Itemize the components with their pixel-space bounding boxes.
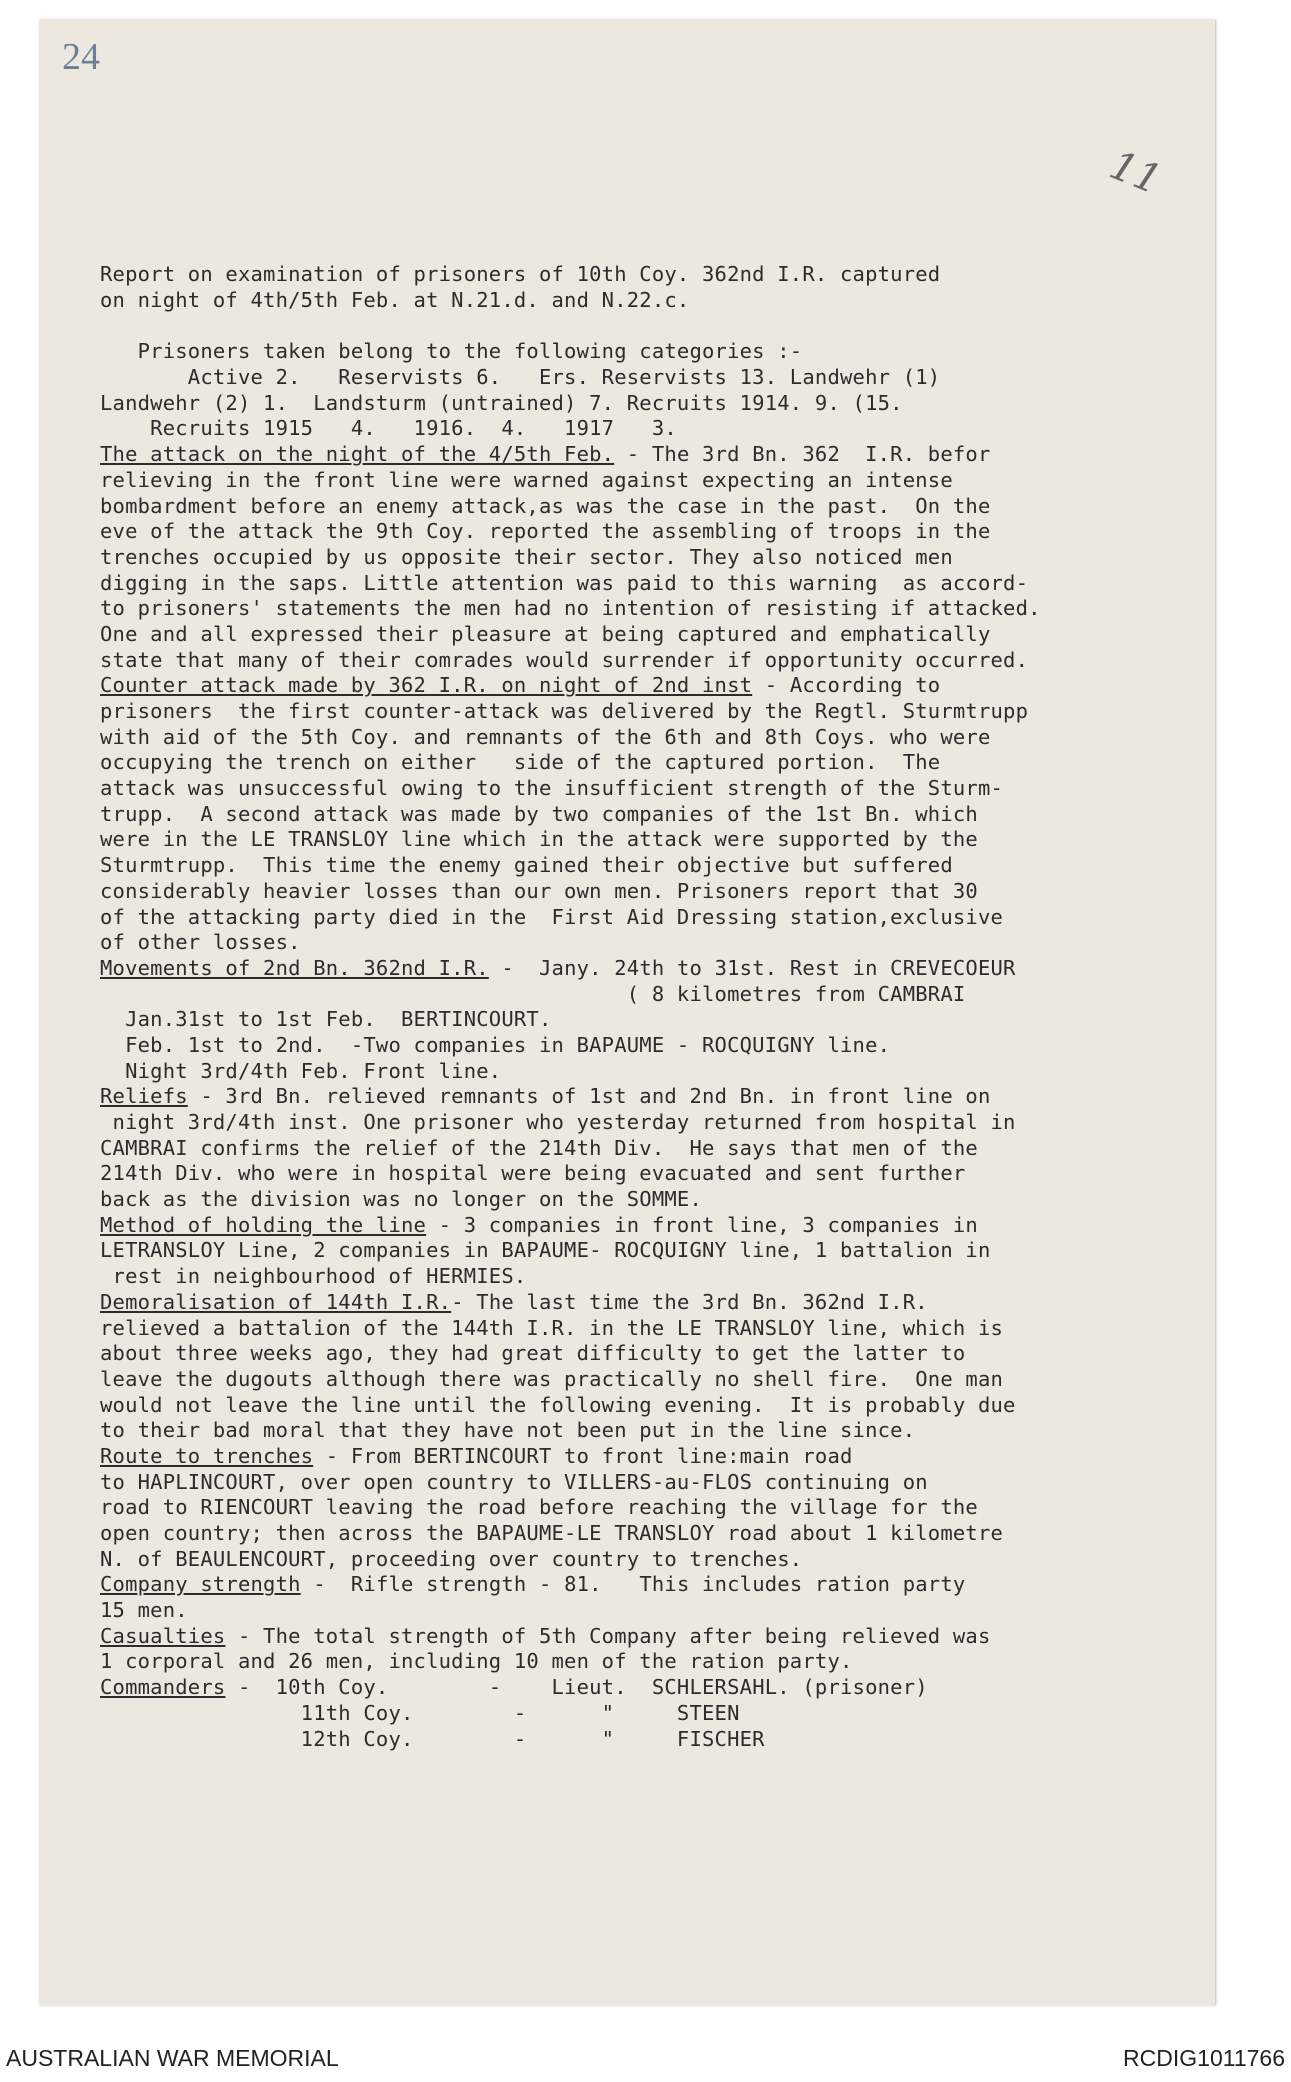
body-line: trupp. A second attack was made by two companies of the 1st Bn. which (100, 801, 978, 826)
section-strength-first-line: Company strength - Rifle strength - 81. This includes ration party (100, 1572, 966, 1597)
body-line: relieving in the front line were warned against expecting an intense (100, 467, 953, 492)
categories-line: Landwehr (2) 1. Landsturm (untrained) 7. Recruits 1914. 9. (15. (100, 390, 903, 415)
body-line: N. of BEAULENCOURT, proceeding over country to trenches. (100, 1546, 803, 1571)
body-line: ( 8 kilometres from CAMBRAI (100, 981, 966, 1006)
section-reliefs-first-line: Reliefs - 3rd Bn. relieved remnants of 1st and 2nd Bn. in front line on (100, 1084, 991, 1109)
section-heading-attack: The attack on the night of the 4/5th Feb. (100, 442, 615, 467)
body-line: 1 corporal and 26 men, including 10 men of the ration party. (100, 1649, 853, 1674)
body-line: road to RIENCOURT leaving the road before reaching the village for the (100, 1495, 978, 1520)
body-line: to their bad moral that they have not been put in the line since. (100, 1418, 916, 1443)
body-line: of the attacking party died in the First Aid Dressing station,exclusive (100, 904, 1004, 929)
body-line: 214th Div. who were in hospital were being evacuated and sent further (100, 1161, 966, 1186)
section-attack-first-line: The attack on the night of the 4/5th Feb. - The 3rd Bn. 362 I.R. befor (100, 442, 991, 467)
section-movements-first-line: Movements of 2nd Bn. 362nd I.R. - Jany. 24th to 31st. Rest in CREVECOEUR (100, 955, 1016, 980)
section-demoralisation-first-line: Demoralisation of 144th I.R.- The last time the 3rd Bn. 362nd I.R. (100, 1289, 928, 1314)
categories-line: Prisoners taken belong to the following categories :- (100, 339, 803, 364)
body-line: night 3rd/4th inst. One prisoner who yesterday returned from hospital in (100, 1110, 1016, 1134)
body-line: trenches occupied by us opposite their sector. They also noticed men (100, 544, 953, 569)
section-casualties-first-line: Casualties - The total strength of 5th Company after being relieved was (100, 1623, 991, 1648)
header-line: Report on examination of prisoners of 10th Coy. 362nd I.R. captured (100, 262, 941, 286)
section-commanders-first-line: Commanders - 10th Coy. - Lieut. SCHLERSAHL. (prisoner) (100, 1675, 928, 1700)
body-line: relieved a battalion of the 144th I.R. in the LE TRANSLOY line, which is (100, 1315, 1004, 1340)
body-line: would not leave the line until the following evening. It is probably due (100, 1392, 1016, 1417)
body-line: to HAPLINCOURT, over open country to VILLERS-au-FLOS continuing on (100, 1469, 928, 1494)
section-heading-casualties: Casualties (100, 1623, 226, 1648)
body-line: bombardment before an enemy attack,as was the case in the past. On the (100, 493, 991, 518)
body-line: attack was unsuccessful owing to the insufficient strength of the Sturm- (100, 776, 1004, 801)
section-heading-commanders: Commanders (100, 1675, 226, 1700)
section-heading-movements: Movements of 2nd Bn. 362nd I.R. (100, 955, 489, 980)
body-line: with aid of the 5th Coy. and remnants of the 6th and 8th Coys. who were (100, 724, 991, 749)
body-line: leave the dugouts although there was practically no shell fire. One man (100, 1366, 1004, 1391)
body-line: 11th Coy. - " STEEN (100, 1700, 740, 1725)
header-line: on night of 4th/5th Feb. at N.21.d. and N.22.c. (100, 287, 690, 312)
body-line: were in the LE TRANSLOY line which in the attack were supported by the (100, 827, 978, 852)
body-line: rest in neighbourhood of HERMIES. (100, 1264, 527, 1289)
body-line: back as the division was no longer on the SOMME. (100, 1187, 703, 1212)
section-heading-demoralisation: Demoralisation of 144th I.R. (100, 1289, 452, 1314)
body-line: prisoners the first counter-attack was delivered by the Regtl. Sturmtrupp (100, 699, 1029, 723)
body-line: state that many of their comrades would surrender if opportunity occurred. (100, 647, 1029, 672)
folio-number: 11 (1103, 142, 1168, 204)
body-line: One and all expressed their pleasure at being captured and emphatically (100, 621, 991, 646)
body-line: 15 men. (100, 1598, 188, 1623)
body-line: digging in the saps. Little attention was paid to this warning as accord- (100, 570, 1029, 595)
section-method-first-line: Method of holding the line - 3 companies in front line, 3 companies in (100, 1212, 978, 1237)
body-line: to prisoners' statements the men had no intention of resisting if attacked. (100, 596, 1041, 621)
body-line: about three weeks ago, they had great difficulty to get the latter to (100, 1341, 966, 1366)
footer-record-id: RCDIG1011766 (1123, 2045, 1285, 2071)
report-body (100, 262, 1220, 1752)
categories-line: Active 2. Reservists 6. Ers. Reservists 13. Landwehr (1) (100, 365, 941, 390)
section-heading-reliefs: Reliefs (100, 1084, 188, 1109)
body-line: 12th Coy. - " FISCHER (100, 1726, 765, 1751)
body-line: considerably heavier losses than our own men. Prisoners report that 30 (100, 878, 978, 903)
body-line: Sturmtrupp. This time the enemy gained their objective but suffered (100, 853, 953, 878)
section-heading-route: Route to trenches (100, 1443, 314, 1468)
section-heading-counter-attack: Counter attack made by 362 I.R. on night of 2nd inst (100, 673, 753, 698)
page-number: 24 (62, 36, 100, 78)
footer-archive-name: AUSTRALIAN WAR MEMORIAL (6, 2045, 339, 2071)
body-line: occupying the trench on either side of the captured portion. The (100, 750, 941, 775)
section-route-first-line: Route to trenches - From BERTINCOURT to front line:main road (100, 1443, 853, 1468)
body-line: of other losses. (100, 930, 301, 955)
body-line: CAMBRAI confirms the relief of the 214th Div. He says that men of the (100, 1135, 978, 1160)
body-line: Feb. 1st to 2nd. -Two companies in BAPAUME - ROCQUIGNY line. (100, 1032, 891, 1057)
body-line: Night 3rd/4th Feb. Front line. (100, 1058, 502, 1083)
body-line: open country; then across the BAPAUME-LE TRANSLOY road about 1 kilometre (100, 1521, 1004, 1545)
body-line: Jan.31st to 1st Feb. BERTINCOURT. (100, 1007, 552, 1032)
body-line: eve of the attack the 9th Coy. reported the assembling of troops in the (100, 519, 991, 544)
body-line: LETRANSLOY Line, 2 companies in BAPAUME- ROCQUIGNY line, 1 battalion in (100, 1238, 991, 1263)
section-counter-attack-first-line: Counter attack made by 362 I.R. on night of 2nd inst - According to (100, 673, 941, 698)
section-heading-method: Method of holding the line (100, 1212, 427, 1237)
section-heading-strength: Company strength (100, 1572, 301, 1597)
categories-line: Recruits 1915 4. 1916. 4. 1917 3. (100, 416, 677, 441)
